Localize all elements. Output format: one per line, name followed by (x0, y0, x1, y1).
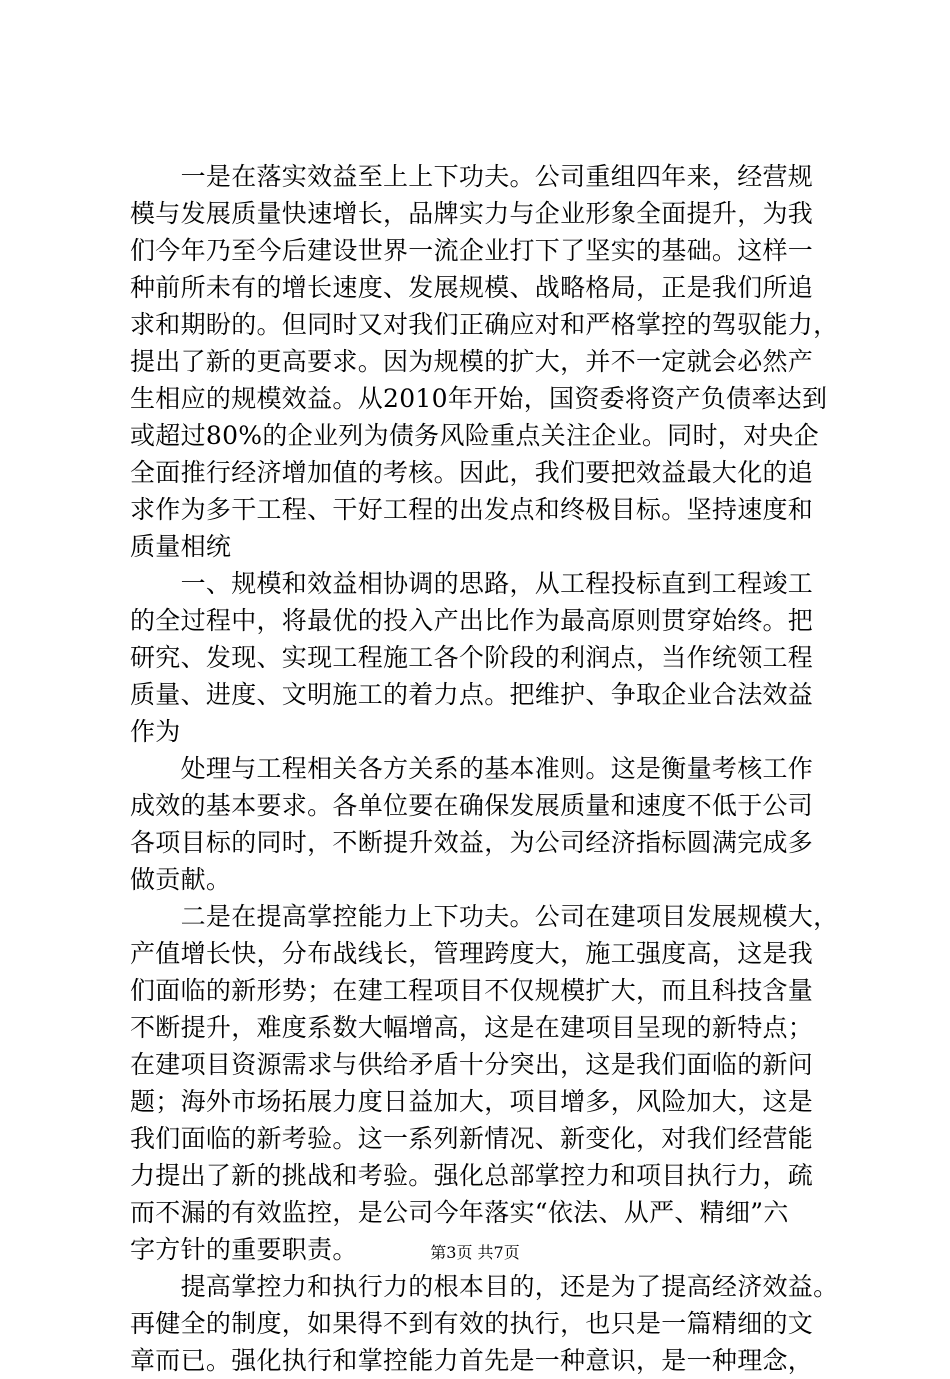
page-number: 第3页 共7页 (430, 1243, 520, 1262)
text-line: 们面临的新形势；在建工程项目不仅规模扩大，而且科技含量 (130, 976, 814, 1005)
page-footer (0, 1243, 950, 1263)
text-line: 质量、进度、文明施工的着力点。把维护、争取企业合法效益 (130, 680, 814, 709)
text-line: 在建项目资源需求与供给矛盾十分突出，这是我们面临的新问 (130, 1050, 814, 1079)
text-line: 或超过80%的企业列为债务风险重点关注企业。同时，对央企 (130, 421, 819, 450)
text-line: 产值增长快，分布战线长，管理跨度大，施工强度高，这是我 (130, 939, 814, 968)
text-line: 做贡献。 (130, 865, 232, 894)
text-line: 求和期盼的。但同时又对我们正确应对和严格掌控的驾驭能力， (130, 310, 839, 339)
text-line: 一、规模和效益相协调的思路，从工程投标直到工程竣工 (130, 569, 814, 598)
text-line: 题；海外市场拓展力度日益加大，项目增多，风险加大，这是 (130, 1087, 814, 1116)
text-line: 字方针的重要职责。 (130, 1235, 358, 1264)
body-text (130, 158, 839, 1379)
text-line: 们今年乃至今后建设世界一流企业打下了坚实的基础。这样一 (130, 236, 814, 265)
text-line: 全面推行经济增加值的考核。因此，我们要把效益最大化的追 (130, 458, 814, 487)
text-line: 模与发展质量快速增长，品牌实力与企业形象全面提升，为我 (130, 199, 814, 228)
text-line: 而不漏的有效监控，是公司今年落实“依法、从严、精细”六 (130, 1198, 789, 1227)
text-line: 我们面临的新考验。这一系列新情况、新变化，对我们经营能 (130, 1124, 814, 1153)
text-line: 处理与工程相关各方关系的基本准则。这是衡量考核工作 (130, 754, 814, 783)
text-line: 再健全的制度，如果得不到有效的执行，也只是一篇精细的文 (130, 1309, 814, 1338)
text-line: 质量相统 (130, 532, 232, 561)
text-line: 二是在提高掌控能力上下功夫。公司在建项目发展规模大， (130, 902, 839, 931)
text-line: 生相应的规模效益。从2010年开始，国资委将资产负债率达到 (130, 384, 828, 413)
text-line: 一是在落实效益至上上下功夫。公司重组四年来，经营规 (130, 162, 814, 191)
text-line: 章而已。强化执行和掌控能力首先是一种意识，是一种理念， (130, 1346, 814, 1375)
text-line: 力提出了新的挑战和考验。强化总部掌控力和项目执行力，疏 (130, 1161, 814, 1190)
text-line: 种前所未有的增长速度、发展规模、战略格局，正是我们所追 (130, 273, 814, 302)
text-line: 求作为多干工程、干好工程的出发点和终极目标。坚持速度和 (130, 495, 814, 524)
text-line: 提出了新的更高要求。因为规模的扩大，并不一定就会必然产 (130, 347, 814, 376)
text-line: 研究、发现、实现工程施工各个阶段的利润点，当作统领工程 (130, 643, 814, 672)
text-line: 作为 (130, 717, 181, 746)
text-line: 成效的基本要求。各单位要在确保发展质量和速度不低于公司 (130, 791, 814, 820)
text-line: 不断提升，难度系数大幅增高，这是在建项目呈现的新特点； (130, 1013, 814, 1042)
text-line: 的全过程中，将最优的投入产出比作为最高原则贯穿始终。把 (130, 606, 814, 635)
text-line: 提高掌控力和执行力的根本目的，还是为了提高经济效益。 (130, 1272, 839, 1301)
text-line: 各项目标的同时，不断提升效益，为公司经济指标圆满完成多 (130, 828, 814, 857)
